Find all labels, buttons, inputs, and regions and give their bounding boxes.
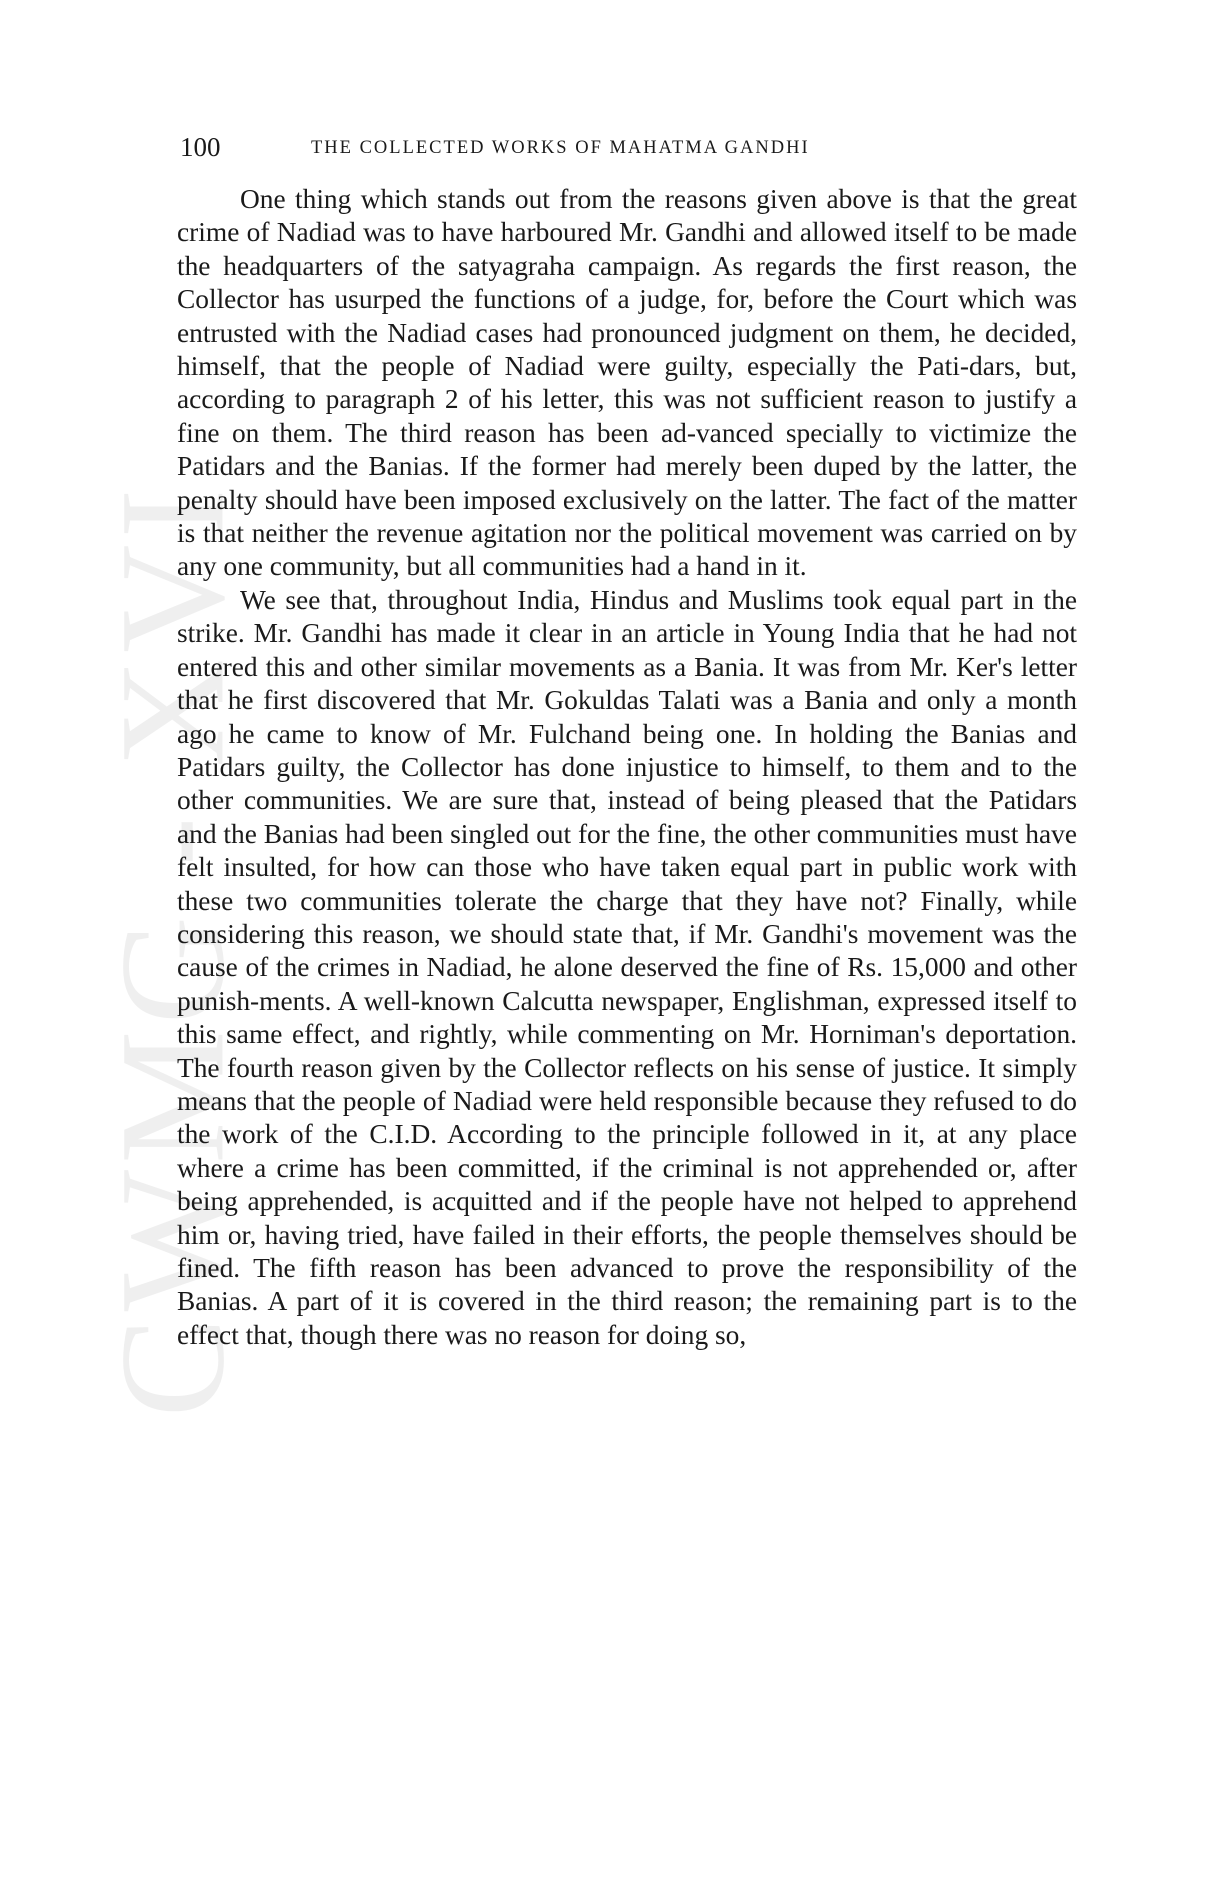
paragraph: We see that, throughout India, Hindus and Muslims took equal part in the strike. Mr. Gandhi has made it clear in an article in Young India that he had not entered this and other similar movements as a Bania. It was from Mr. Ker's letter that he first discovered that Mr. Gokuldas Talati was a Bania and only a month ago he came to know of Mr. Fulchand being one. In holding the Banias and Patidars guilty, the Collector has done injustice to himself, to them and to the other communities. We are sure that, instead of being pleased that the Patidars and the Banias had been singled out for the fine, the other communities must have felt insulted, for how can those who have taken equal part in public work with these two communities tolerate the charge that they have not? Finally, while considering this reason, we should state that, if Mr. Gandhi's movement was the cause of the crimes in Nadiad, he alone deserved the fine of Rs. 15,000 and other punish-ments. A well-known Calcutta newspaper, Englishman, expressed itself to this same effect, and rightly, while commenting on Mr. Horniman's deportation. The fourth reason given by the Collector reflects on his sense of justice. It simply means that the people of Nadiad were held responsible because they refused to do the work of the C.I.D. According to the principle followed in it, at any place where a crime has been committed, if the criminal is not apprehended or, after being apprehended, is acquitted and if the people have not helped to apprehend him or, having tried, have failed in their efforts, the people themselves should be fined. The fifth reason has been advanced to prove the responsibility of the Banias. A part of it is covered in the third reason; the remaining part is to the effect that, though there was no reason for doing so,	[177, 584, 1077, 1350]
watermark-text: CWMG - XVI	[89, 482, 256, 1418]
running-head: THE COLLECTED WORKS OF MAHATMA GANDHI	[311, 138, 810, 158]
page-number: 100	[180, 132, 221, 162]
page-header	[180, 132, 1070, 168]
body-text	[177, 183, 1077, 1352]
paragraph: One thing which stands out from the reasons given above is that the great crime of Nadiad was to have harboured Mr. Gandhi and allowed itself to be made the headquarters of the satyagraha campaign. As regards the first reason, the Collector has usurped the functions of a judge, for, before the Court which was entrusted with the Nadiad cases had pronounced judgment on them, he decided, himself, that the people of Nadiad were guilty, especially the Pati-dars, but, according to paragraph 2 of his letter, this was not sufficient reason to justify a fine on them. The third reason has been ad-vanced specially to victimize the Patidars and the Banias. If the former had merely been duped by the latter, the penalty should have been imposed exclusively on the latter. The fact of the matter is that neither the revenue agitation nor the political movement was carried on by any one community, but all communities had a hand in it.	[177, 184, 1077, 582]
